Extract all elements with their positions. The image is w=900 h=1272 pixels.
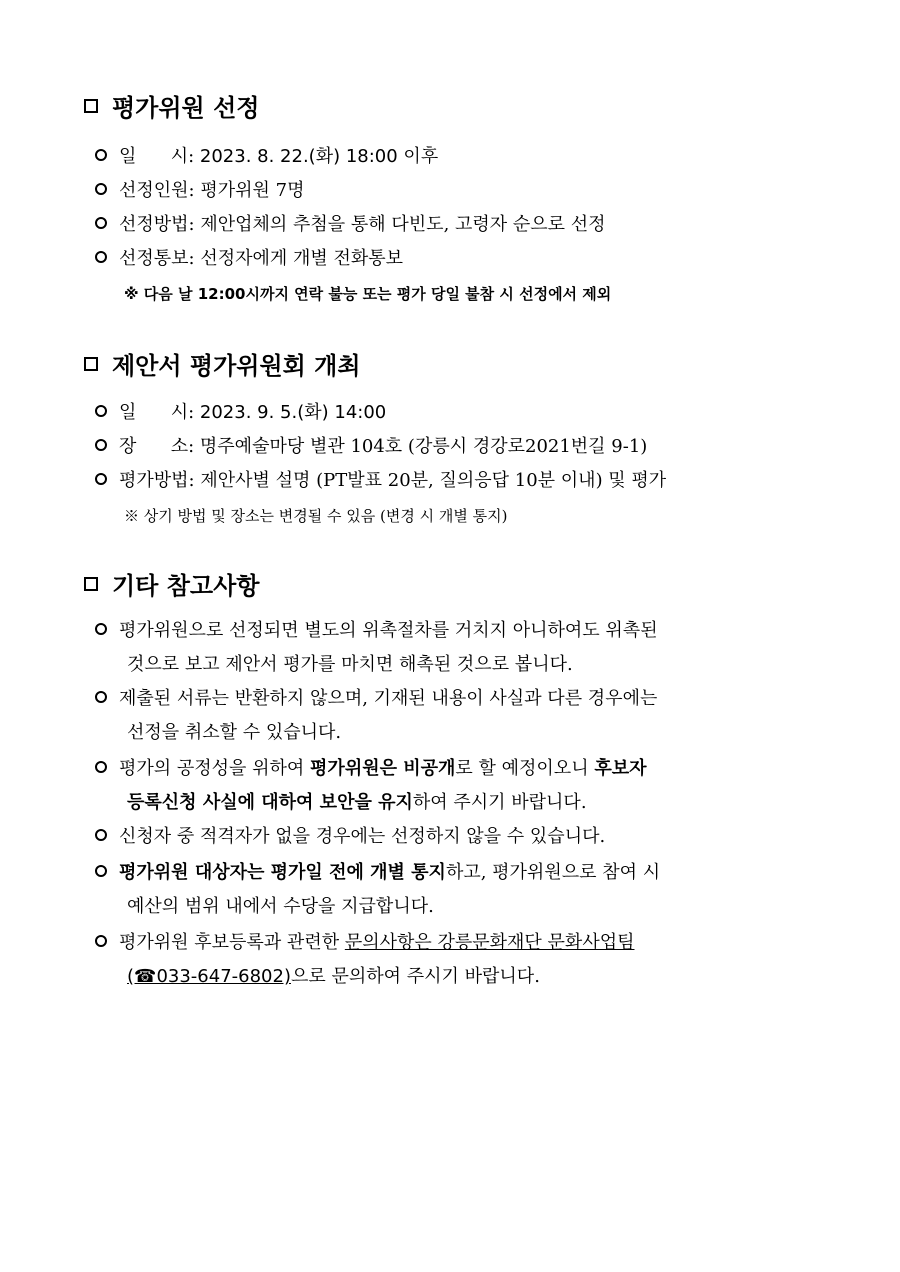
item-label: 일 시: bbox=[119, 402, 195, 423]
paragraph-inquiry bbox=[95, 926, 815, 994]
list-item-eval-method bbox=[95, 464, 666, 498]
item-value: 2023. 8. 22.(화) 18:00 이후 bbox=[199, 146, 439, 167]
checkbox-square-icon bbox=[84, 577, 98, 591]
item-label: 평가방법: bbox=[119, 470, 195, 491]
committee-note: ※ 상기 방법 및 장소는 변경될 수 있음 (변경 시 개별 통지) bbox=[124, 507, 508, 525]
text-span: 하여 주시기 바랍니다. bbox=[412, 792, 587, 813]
circle-bullet-icon bbox=[95, 473, 107, 485]
circle-bullet-icon bbox=[95, 217, 107, 229]
bold-text: 평가위원 대상자는 평가일 전에 개별 통지 bbox=[119, 862, 446, 883]
item-value: 2023. 9. 5.(화) 14:00 bbox=[199, 402, 387, 423]
list-item-place bbox=[95, 430, 647, 464]
checkbox-square-icon bbox=[84, 357, 98, 371]
paragraph-line: 제출된 서류는 반환하지 않으며, 기재된 내용이 사실과 다른 경우에는 bbox=[119, 688, 658, 709]
text-span: 평가위원 후보등록과 관련한 bbox=[119, 932, 345, 953]
item-label: 선정방법: bbox=[119, 214, 195, 235]
text-span: 로 할 예정이오니 bbox=[455, 758, 595, 779]
item-value: 평가위원 7명 bbox=[200, 180, 305, 201]
circle-bullet-icon bbox=[95, 251, 107, 263]
text-span: 평가의 공정성을 위하여 bbox=[119, 758, 311, 779]
paragraph-appointment bbox=[95, 614, 815, 682]
checkbox-square-icon bbox=[84, 99, 98, 113]
bold-text: 등록신청 사실에 대하여 보안을 유지 bbox=[127, 792, 413, 813]
circle-bullet-icon bbox=[95, 405, 107, 417]
circle-bullet-icon bbox=[95, 761, 107, 773]
text-span: 으로 문의하여 주시기 바랍니다. bbox=[290, 966, 540, 987]
circle-bullet-icon bbox=[95, 623, 107, 635]
section-title-text: 기타 참고사항 bbox=[112, 572, 260, 600]
paragraph-allowance bbox=[95, 856, 815, 924]
circle-bullet-icon bbox=[95, 829, 107, 841]
inquiry-contact-text: 문의사항은 강릉문화재단 문화사업팀 bbox=[344, 932, 635, 953]
circle-bullet-icon bbox=[95, 183, 107, 195]
section-title-text: 평가위원 선정 bbox=[112, 94, 260, 122]
bold-text: 평가위원은 비공개 bbox=[310, 758, 456, 779]
paragraph-line: 선정을 취소할 수 있습니다. bbox=[127, 722, 342, 743]
paragraph-no-qualified bbox=[95, 820, 815, 854]
item-value: 선정자에게 개별 전화통보 bbox=[200, 248, 404, 269]
item-label: 선정통보: bbox=[119, 248, 195, 269]
section-title-other-notes bbox=[84, 570, 259, 602]
paragraph-line: 평가위원으로 선정되면 별도의 위촉절차를 거치지 아니하여도 위촉된 bbox=[119, 620, 658, 641]
circle-bullet-icon bbox=[95, 691, 107, 703]
circle-bullet-icon bbox=[95, 865, 107, 877]
circle-bullet-icon bbox=[95, 935, 107, 947]
list-item-method bbox=[95, 208, 606, 242]
list-item-date bbox=[95, 396, 386, 430]
item-value: 제안사별 설명 (PT발표 20분, 질의응답 10분 이내) 및 평가 bbox=[200, 470, 667, 491]
paragraph-line: 예산의 범위 내에서 수당을 지급합니다. bbox=[127, 896, 434, 917]
list-item-headcount bbox=[95, 174, 304, 208]
paragraph-documents bbox=[95, 682, 815, 750]
item-label: 선정인원: bbox=[119, 180, 195, 201]
section-title-evaluator-selection bbox=[84, 92, 259, 124]
text-span: 하고, 평가위원으로 참여 시 bbox=[445, 862, 661, 883]
paragraph-line: 신청자 중 적격자가 없을 경우에는 선정하지 않을 수 있습니다. bbox=[119, 826, 606, 847]
item-label: 일 시: bbox=[119, 146, 195, 167]
selection-note: ※ 다음 날 12:00시까지 연락 불능 또는 평가 당일 불참 시 선정에서 제외 bbox=[124, 285, 612, 303]
list-item-date bbox=[95, 140, 438, 174]
list-item-notice bbox=[95, 242, 403, 276]
paragraph-line: 것으로 보고 제안서 평가를 마치면 해촉된 것으로 봅니다. bbox=[127, 654, 573, 675]
paragraph-confidentiality bbox=[95, 752, 815, 820]
phone-number-link[interactable]: (☎033-647-6802) bbox=[127, 966, 291, 987]
section-title-committee bbox=[84, 350, 361, 382]
item-value: 제안업체의 추첨을 통해 다빈도, 고령자 순으로 선정 bbox=[200, 214, 606, 235]
bold-text: 후보자 bbox=[594, 758, 647, 779]
item-value: 명주예술마당 별관 104호 (강릉시 경강로2021번길 9-1) bbox=[199, 436, 648, 457]
item-label: 장 소: bbox=[119, 436, 195, 457]
circle-bullet-icon bbox=[95, 439, 107, 451]
circle-bullet-icon bbox=[95, 149, 107, 161]
section-title-text: 제안서 평가위원회 개최 bbox=[112, 352, 361, 380]
